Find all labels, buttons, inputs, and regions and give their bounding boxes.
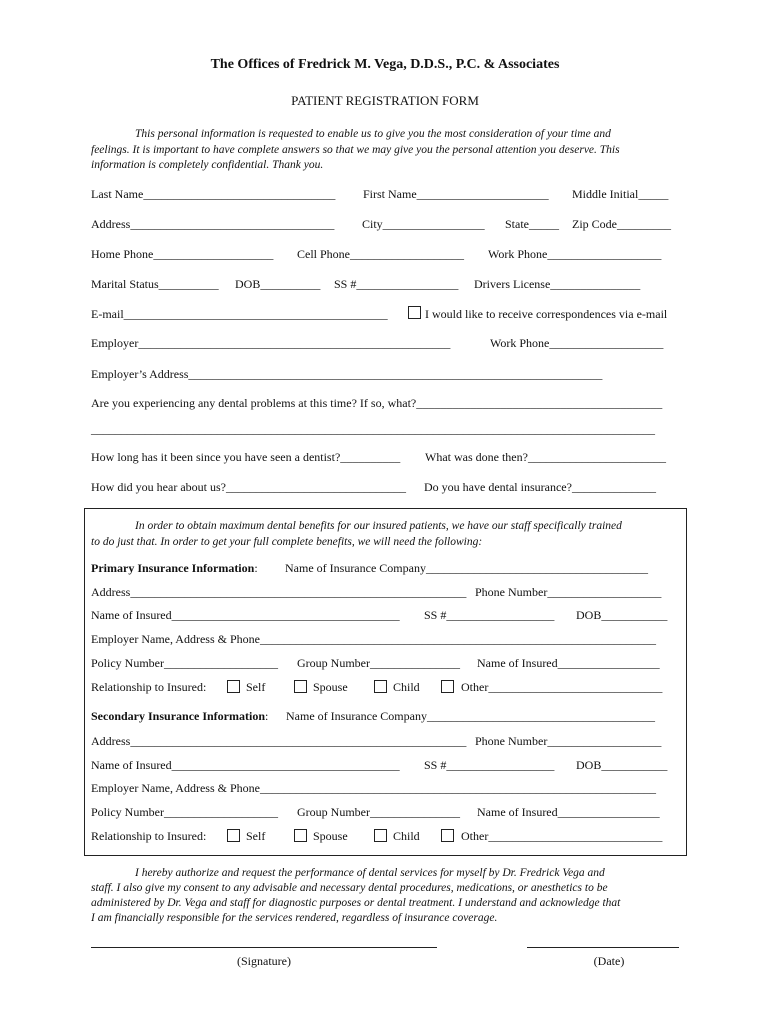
city-field[interactable]: City_________________ bbox=[362, 217, 485, 231]
intro-line: information is completely confidential. Thank you. bbox=[91, 159, 324, 171]
primary-other-field[interactable]: Other_____________________________ bbox=[461, 680, 663, 694]
secondary-heading-colon: : bbox=[265, 709, 269, 723]
middle-initial-field[interactable]: Middle Initial_____ bbox=[572, 187, 669, 201]
primary-other-checkbox[interactable] bbox=[441, 680, 454, 693]
secondary-self-label: Self bbox=[246, 829, 266, 843]
form-title: PATIENT REGISTRATION FORM bbox=[291, 93, 479, 108]
secondary-address-field[interactable]: Address________________________________________________________ bbox=[91, 734, 467, 748]
intro-line: This personal information is requested to enable us to give you the most consideration of your time and bbox=[135, 128, 611, 140]
last-name-field[interactable]: Last Name________________________________ bbox=[91, 187, 336, 201]
secondary-heading-text: Secondary Insurance Information bbox=[91, 709, 266, 723]
zip-code-field[interactable]: Zip Code_________ bbox=[572, 217, 671, 231]
primary-address-field[interactable]: Address________________________________________________________ bbox=[91, 585, 467, 599]
secondary-ss-field[interactable]: SS #__________________ bbox=[424, 758, 555, 772]
referral-source-field[interactable]: How did you hear about us?______________________________ bbox=[91, 480, 406, 494]
secondary-self-checkbox[interactable] bbox=[227, 829, 240, 842]
primary-spouse-checkbox[interactable] bbox=[294, 680, 307, 693]
address-field[interactable]: Address__________________________________ bbox=[91, 217, 335, 231]
cell-phone-field[interactable]: Cell Phone___________________ bbox=[297, 247, 464, 261]
secondary-spouse-checkbox[interactable] bbox=[294, 829, 307, 842]
employer-field[interactable]: Employer____________________________________________________ bbox=[91, 336, 451, 350]
primary-ss-field[interactable]: SS #__________________ bbox=[424, 608, 555, 622]
primary-phone-field[interactable]: Phone Number___________________ bbox=[475, 585, 662, 599]
primary-self-checkbox[interactable] bbox=[227, 680, 240, 693]
primary-self-label: Self bbox=[246, 680, 266, 694]
secondary-insurance-heading bbox=[91, 709, 268, 724]
intro-line: feelings. It is important to have complete answers so that we may give you the personal attention you deserve. This bbox=[91, 144, 620, 156]
primary-heading-colon: : bbox=[254, 561, 258, 575]
secondary-insured-name-2-field[interactable]: Name of Insured_________________ bbox=[477, 805, 660, 819]
primary-dob-field[interactable]: DOB___________ bbox=[576, 608, 668, 622]
primary-relationship-label: Relationship to Insured: bbox=[91, 680, 207, 694]
first-name-field[interactable]: First Name______________________ bbox=[363, 187, 549, 201]
authorization-line: administered by Dr. Vega and staff for diagnostic purposes or dental treatment. I understand and acknowledge that bbox=[91, 897, 621, 909]
employer-address-field[interactable]: Employer’s Address_____________________________________________________________________ bbox=[91, 367, 603, 381]
employer-work-phone-field[interactable]: Work Phone___________________ bbox=[490, 336, 664, 350]
authorization-line: I hereby authorize and request the performance of dental services for myself by Dr. Fredrick Vega and bbox=[135, 867, 605, 879]
secondary-phone-field[interactable]: Phone Number___________________ bbox=[475, 734, 662, 748]
primary-insurance-heading bbox=[91, 561, 258, 576]
secondary-other-checkbox[interactable] bbox=[441, 829, 454, 842]
signature-line[interactable] bbox=[91, 947, 437, 948]
authorization-line: staff. I also give my consent to any advisable and necessary dental procedures, medications, or anesthetics to be bbox=[91, 882, 608, 894]
primary-child-label: Child bbox=[393, 680, 420, 694]
primary-company-field[interactable]: Name of Insurance Company_____________________________________ bbox=[285, 561, 648, 575]
secondary-insured-name-field[interactable]: Name of Insured______________________________________ bbox=[91, 758, 400, 772]
secondary-policy-number-field[interactable]: Policy Number___________________ bbox=[91, 805, 278, 819]
signature-label: (Signature) bbox=[237, 954, 291, 968]
email-consent-label: I would like to receive correspondences via e-mail bbox=[425, 307, 668, 321]
primary-spouse-label: Spouse bbox=[313, 680, 348, 694]
date-label: (Date) bbox=[593, 954, 625, 968]
email-consent-checkbox[interactable] bbox=[408, 306, 421, 319]
work-phone-field[interactable]: Work Phone___________________ bbox=[488, 247, 662, 261]
secondary-group-number-field[interactable]: Group Number_______________ bbox=[297, 805, 460, 819]
primary-child-checkbox[interactable] bbox=[374, 680, 387, 693]
secondary-child-checkbox[interactable] bbox=[374, 829, 387, 842]
primary-employer-field[interactable]: Employer Name, Address & Phone__________________________________________________________________ bbox=[91, 632, 656, 646]
date-line[interactable] bbox=[527, 947, 679, 948]
insurance-intro-line: to do just that. In order to get your full complete benefits, we will need the following: bbox=[91, 536, 483, 548]
dental-problems-field[interactable]: Are you experiencing any dental problems at this time? If so, what?_________________________________________ bbox=[91, 396, 663, 410]
insurance-intro-line: In order to obtain maximum dental benefits for our insured patients, we have our staff specifically trained bbox=[135, 520, 622, 532]
primary-insured-name-field[interactable]: Name of Insured______________________________________ bbox=[91, 608, 400, 622]
last-dentist-visit-field[interactable]: How long has it been since you have seen a dentist?__________ bbox=[91, 450, 401, 464]
primary-insured-name-2-field[interactable]: Name of Insured_________________ bbox=[477, 656, 660, 670]
secondary-employer-field[interactable]: Employer Name, Address & Phone__________________________________________________________________ bbox=[91, 781, 656, 795]
has-dental-insurance-field[interactable]: Do you have dental insurance?______________ bbox=[424, 480, 656, 494]
what-was-done-field[interactable]: What was done then?_______________________ bbox=[425, 450, 666, 464]
secondary-spouse-label: Spouse bbox=[313, 829, 348, 843]
office-title: The Offices of Fredrick M. Vega, D.D.S., P.C. & Associates bbox=[210, 57, 560, 72]
secondary-child-label: Child bbox=[393, 829, 420, 843]
primary-group-number-field[interactable]: Group Number_______________ bbox=[297, 656, 460, 670]
ss-field[interactable]: SS #_________________ bbox=[334, 277, 459, 291]
drivers-license-field[interactable]: Drivers License_______________ bbox=[474, 277, 641, 291]
primary-policy-number-field[interactable]: Policy Number___________________ bbox=[91, 656, 278, 670]
secondary-dob-field[interactable]: DOB___________ bbox=[576, 758, 668, 772]
secondary-other-field[interactable]: Other_____________________________ bbox=[461, 829, 663, 843]
secondary-relationship-label: Relationship to Insured: bbox=[91, 829, 207, 843]
secondary-company-field[interactable]: Name of Insurance Company______________________________________ bbox=[286, 709, 655, 723]
marital-status-field[interactable]: Marital Status__________ bbox=[91, 277, 219, 291]
authorization-line: I am financially responsible for the services rendered, regardless of insurance coverage. bbox=[91, 912, 498, 924]
email-field[interactable]: E-mail____________________________________________ bbox=[91, 307, 388, 321]
state-field[interactable]: State_____ bbox=[505, 217, 559, 231]
dob-field[interactable]: DOB__________ bbox=[235, 277, 321, 291]
primary-heading-text: Primary Insurance Information bbox=[91, 561, 255, 575]
dental-problems-line-2[interactable]: ______________________________________________________________________________________________ bbox=[91, 422, 655, 436]
home-phone-field[interactable]: Home Phone____________________ bbox=[91, 247, 274, 261]
